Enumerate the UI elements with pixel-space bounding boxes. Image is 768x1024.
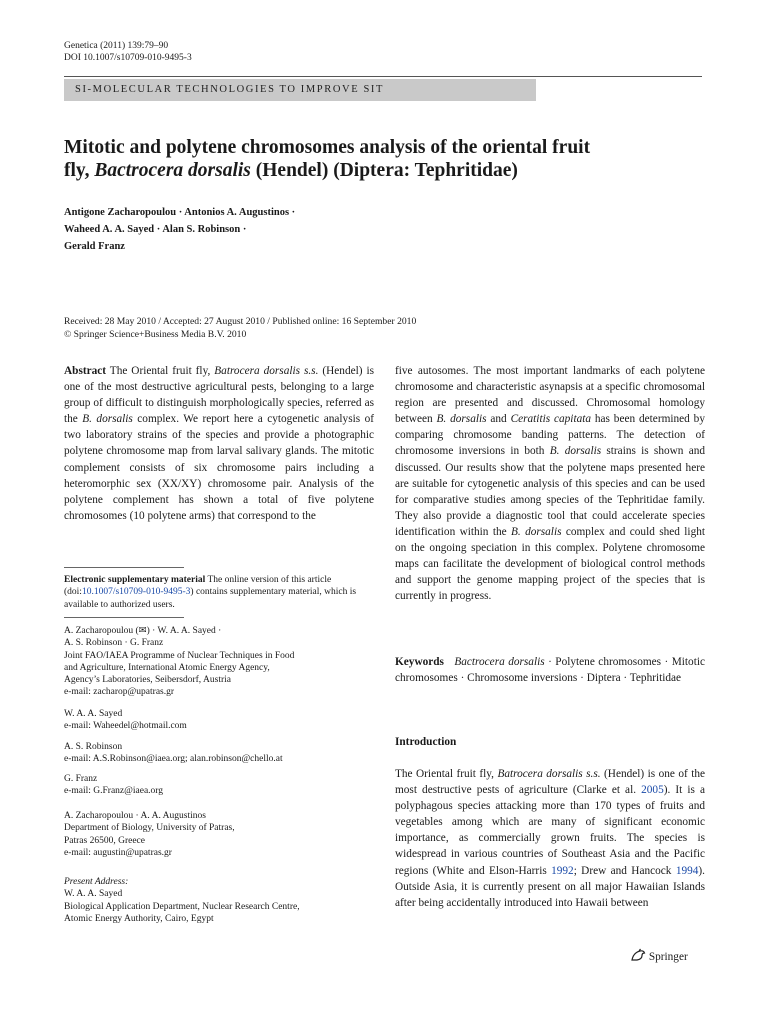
abstract-left: Abstract The Oriental fruit fly, Batrocera dorsalis s.s. (Hendel) is one of the most destructive agricultural pests, belonging to a large group of difficult to distinguish morphologically species, referred as the B. dorsalis complex. We report here a cytogenetic analysis of two laboratory strains of the species and provide a photographic polytene chromosome map from larval salivary glands. The mitotic complement consists of six chromosome pairs including a heteromorphic sex (XX/XY) chromosome pair. Analysis of the polytene complement has shown a total of five polytene chromosomes (10 polytene arms) that correspond to the: [64, 365, 374, 522]
keywords: Keywords Bactrocera dorsalis · Polytene chromosomes · Mitotic chromosomes · Chromosome inversions · Diptera · Tephritidae: [395, 656, 705, 685]
present-address-block: Present Address: W. A. A. Sayed Biological Application Department, Nuclear Research Centre, Atomic Energy Authority, Cairo, Egypt: [64, 877, 300, 924]
doi-link[interactable]: 10.1007/s10709-010-9495-3: [81, 587, 191, 598]
author-list: Antigone Zacharopoulou · Antonios A. Augustinos · Waheed A. A. Sayed · Alan S. Robinson · Gerald Franz: [64, 207, 296, 252]
footnote-rule: [64, 567, 184, 568]
paper-title: Mitotic and polytene chromosomes analysis of the oriental fruit fly, Bactrocera dorsalis (Hendel) (Diptera: Tephritidae): [64, 137, 591, 181]
doi: DOI 10.1007/s10709-010-9495-3: [64, 53, 192, 63]
banner-text: SI-MOLECULAR TECHNOLOGIES TO IMPROVE SIT: [75, 84, 385, 95]
publication-dates: Received: 28 May 2010 / Accepted: 27 August 2010 / Published online: 16 September 2010 © Springer Science+Business Media B.V. 2010: [64, 316, 417, 340]
abstract-heading: Abstract: [64, 365, 107, 377]
publisher-name: Springer: [648, 951, 688, 963]
supplementary-note: Electronic supplementary material The online version of this article (doi:10.1007/s10709-010-9495-3) contains supplementary material, which is available to authorized users.: [64, 575, 357, 610]
introduction-text: The Oriental fruit fly, Batrocera dorsalis s.s. (Hendel) is one of the most destructive pests of agriculture (Clarke et al. 2005). It is a polyphagous species attacking more than 170 types of fruits and vegetables among which are many of significant economic importance, as commercially grown fruits. The species is widespread in various countries of Southeast Asia and the Pacific regions (White and Elson-Harris 1992; Drew and Hancock 1994). Outside Asia, it is currently present on all major Hawaiian Islands after being accidentally introduced into Hawaii between: [395, 768, 706, 909]
section-banner: [64, 79, 536, 101]
journal-header: [64, 40, 192, 64]
publisher-logo: [630, 948, 688, 963]
affiliation-block: A. S. Robinson e-mail: A.S.Robinson@iaea.org; alan.robinson@chello.at: [64, 742, 283, 765]
affiliation-block: A. Zacharopoulou · A. A. Augustinos Department of Biology, University of Patras, Patras 26500, Greece e-mail: augustin@upatras.gr: [64, 811, 235, 858]
keywords-heading: Keywords: [395, 656, 444, 668]
citation-link[interactable]: 2005: [641, 784, 664, 797]
header-rule: [64, 76, 702, 77]
springer-horse-icon: [630, 948, 646, 962]
affiliation-block: W. A. A. Sayed e-mail: Waheedel@hotmail.com: [64, 709, 187, 732]
journal-citation: Genetica (2011) 139:79–90: [64, 41, 169, 51]
affiliation-block: G. Franz e-mail: G.Franz@iaea.org: [64, 774, 164, 797]
citation-link[interactable]: 1994: [675, 864, 699, 877]
footnote-rule: [64, 617, 184, 618]
affiliation-block: A. Zacharopoulou (✉) · W. A. A. Sayed · A. S. Robinson · G. Franz Joint FAO/IAEA Programme of Nuclear Techniques in Food and Agriculture, International Atomic Energy Agency, Agency’s Laboratories, Seibersdorf, Austria e-mail: zacharop@upatras.gr: [64, 626, 295, 698]
abstract-right: five autosomes. The most important landmarks of each polytene chromosome and characteristic asynapsis at a specific chromosomal region are presented and discussed. Chromosomal homology between B. dorsalis and Ceratitis capitata has been determined by comparing chromosome banding patterns. The detection of chromosome inversions in both B. dorsalis strains is shown and discussed. Our results show that the polytene maps presented here are suitable for cytogenetic analysis of this species and can be used for comparative studies among species of the Tephritidae family. They also provide a diagnostic tool that could accelerate species identification within the B. dorsalis complex and could shed light on the ongoing speciation in this complex. Polytene chromosome maps can facilitate the development of biological control methods and support the genome mapping project of the species that is currently in progress.: [395, 365, 706, 603]
introduction-heading: Introduction: [395, 736, 457, 748]
citation-link[interactable]: 1992: [551, 864, 574, 877]
